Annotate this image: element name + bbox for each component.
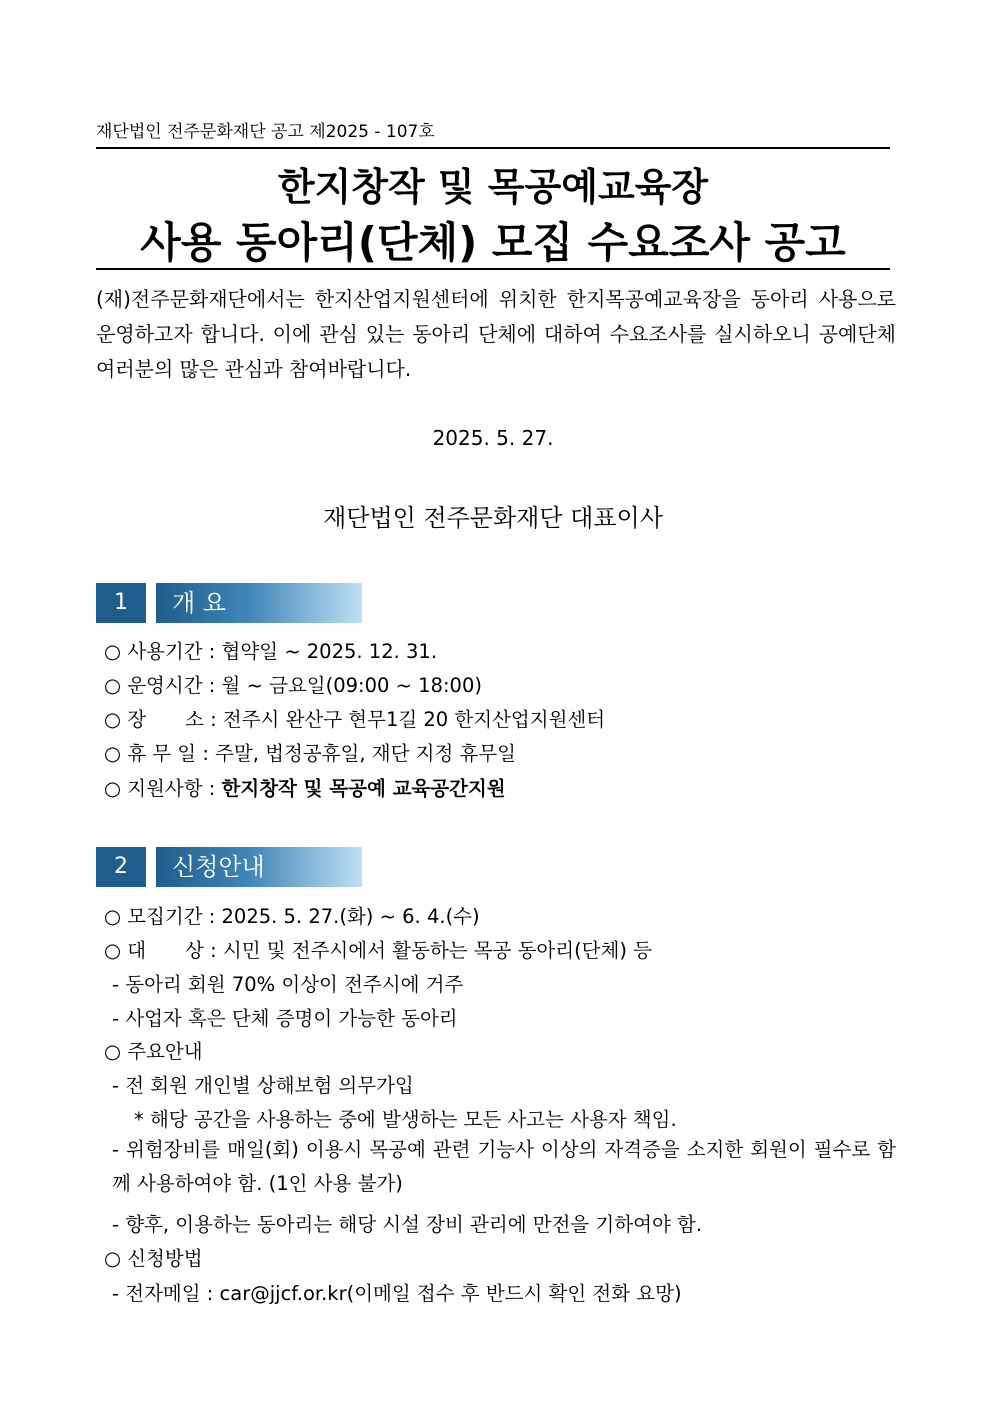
info-equipment-rule: - 위험장비를 매일(회) 이용시 목공예 관련 기능사 이상의 자격증을 소지한 회원이 필수로 함께 사용하여야 함. (1인 사용 불가)	[112, 1138, 896, 1195]
notice-number: 재단법인 전주문화재단 공고 제2025 - 107호	[96, 122, 435, 142]
main-info-heading: ○ 주요안내	[104, 1040, 203, 1063]
overview-item-holidays: ○ 휴 무 일 : 주말, 법정공휴일, 재단 지정 휴무일	[104, 742, 516, 765]
overview-item-location: ○ 장 소 : 전주시 완산구 현무1길 20 한지산업지원센터	[104, 708, 606, 731]
support-label: ○ 지원사항 :	[104, 777, 222, 800]
overview-item-hours: ○ 운영시간 : 월 ~ 금요일(09:00 ~ 18:00)	[104, 674, 482, 697]
overview-item-support	[104, 773, 506, 801]
page-title-line1: 한지창작 및 목공예교육장	[277, 165, 709, 209]
issuer-name: 재단법인 전주문화재단 대표이사	[323, 504, 663, 532]
title-divider	[96, 268, 890, 270]
section-title-overview: 개 요	[156, 583, 362, 623]
overview-item-period: ○ 사용기간 : 협약일 ~ 2025. 12. 31.	[104, 640, 438, 663]
info-facility-care: - 향후, 이용하는 동아리는 해당 시설 장비 관리에 만전을 기하여야 함.	[112, 1213, 703, 1236]
page-title-line2: 사용 동아리(단체) 모집 수요조사 공고	[140, 218, 846, 267]
target-requirement-residence: - 동아리 회원 70% 이상이 전주시에 거주	[112, 973, 464, 996]
apply-email: - 전자메일 : car@jjcf.or.kr(이메일 접수 후 반드시 확인 전화 요망)	[112, 1282, 682, 1305]
intro-paragraph: (재)전주문화재단에서는 한지산업지원센터에 위치한 한지목공예교육장을 동아리 사용으로 운영하고자 합니다. 이에 관심 있는 동아리 단체에 대하여 수요조사를 실시하오니 공예단체 여러분의 많은 관심과 참여바랍니다.	[96, 287, 896, 381]
section-number-2: 2	[96, 847, 146, 887]
target-requirement-proof: - 사업자 혹은 단체 증명이 가능한 동아리	[112, 1007, 458, 1030]
apply-method-heading: ○ 신청방법	[104, 1247, 203, 1270]
support-value: 한지창작 및 목공예 교육공간지원	[221, 777, 506, 800]
section-number-1: 1	[96, 583, 146, 623]
section-title-application: 신청안내	[156, 847, 362, 887]
application-target: ○ 대 상 : 시민 및 전주시에서 활동하는 목공 동아리(단체) 등	[104, 939, 653, 962]
info-insurance: - 전 회원 개인별 상해보험 의무가입	[112, 1074, 414, 1097]
application-period: ○ 모집기간 : 2025. 5. 27.(화) ~ 6. 4.(수)	[104, 905, 480, 928]
notice-date: 2025. 5. 27.	[432, 426, 554, 450]
info-liability-note: * 해당 공간을 사용하는 중에 발생하는 모든 사고는 사용자 책임.	[134, 1108, 677, 1131]
top-divider	[96, 147, 890, 149]
